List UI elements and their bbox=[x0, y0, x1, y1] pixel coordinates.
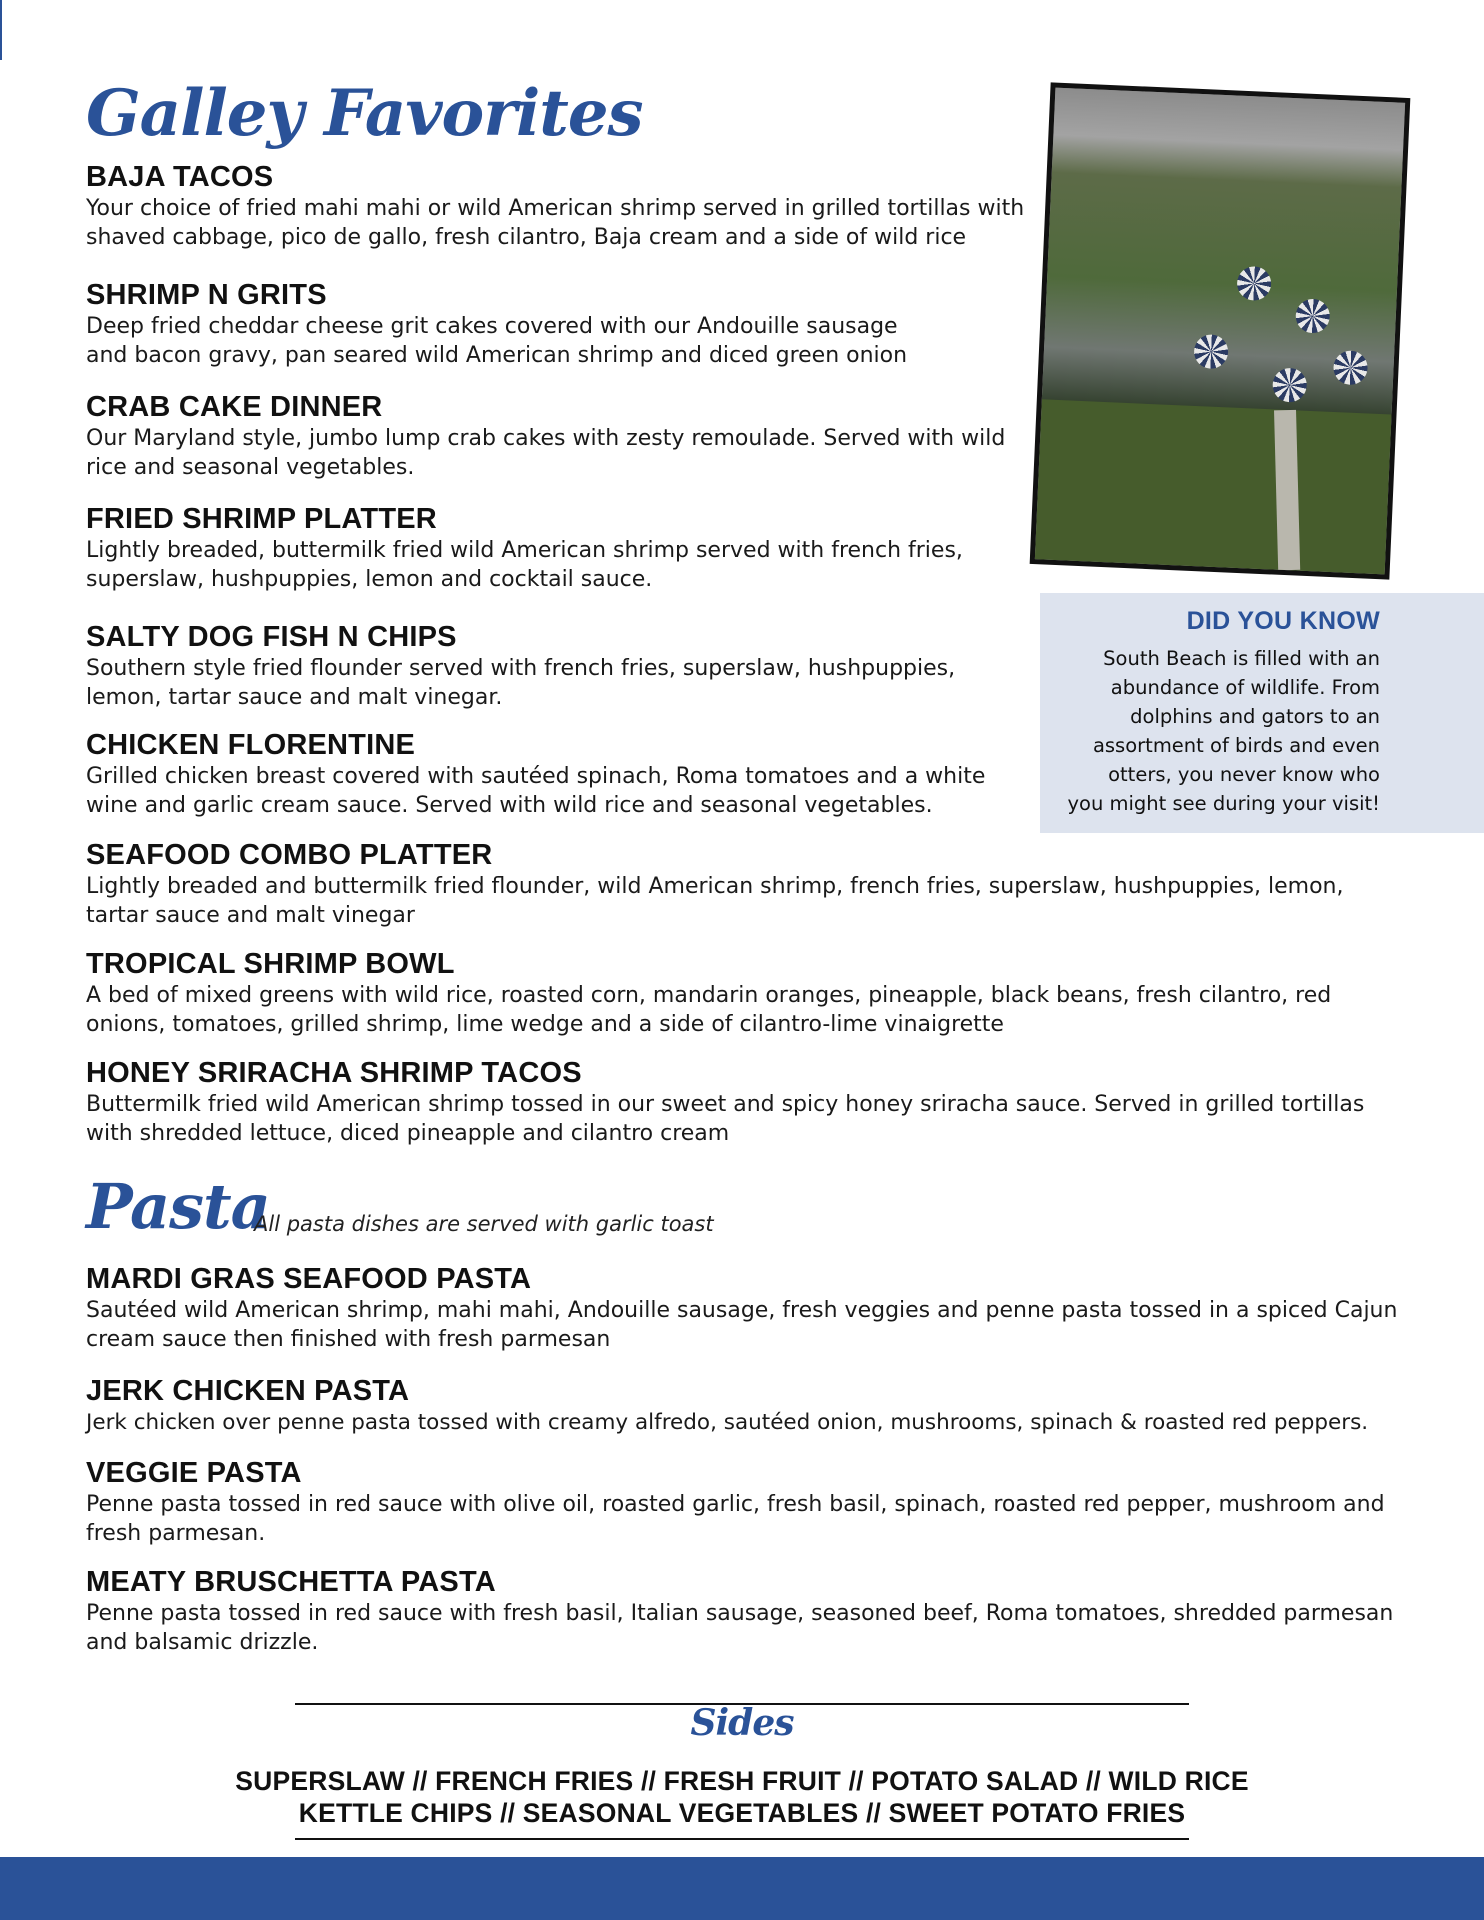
item-name: CHICKEN FLORENTINE bbox=[86, 729, 416, 761]
item-description: A bed of mixed greens with wild rice, roasted corn, mandarin oranges, pineapple, black beans, fresh cilantro, red onions, tomatoes, grilled shrimp, lime wedge and a side of cilantro-lime vinaigrette bbox=[86, 983, 1332, 1037]
menu-item bbox=[86, 947, 1406, 1039]
menu-item bbox=[86, 1262, 1406, 1354]
menu-item bbox=[86, 1374, 1416, 1437]
menu-item bbox=[86, 728, 1006, 820]
pasta-note: All pasta dishes are served with garlic toast bbox=[254, 1212, 714, 1236]
photo-umbrella bbox=[1236, 266, 1271, 301]
item-description: Grilled chicken breast covered with sautéed spinach, Roma tomatoes and a white wine and garlic cream sauce. Served with wild rice and seasonal vegetables. bbox=[86, 764, 986, 818]
item-description: Penne pasta tossed in red sauce with olive oil, roasted garlic, fresh basil, spinach, roasted red pepper, mushroom and fresh parmesan. bbox=[86, 1492, 1385, 1546]
aerial-photo bbox=[1030, 82, 1411, 579]
edge-accent-line bbox=[0, 0, 2, 60]
did-you-know-panel bbox=[1040, 593, 1484, 833]
menu-item bbox=[86, 390, 1026, 482]
photo-umbrella bbox=[1272, 367, 1307, 402]
did-you-know-line: you might see during your visit! bbox=[1067, 792, 1380, 815]
item-name: MEATY BRUSCHETTA PASTA bbox=[86, 1566, 496, 1598]
item-name: TROPICAL SHRIMP BOWL bbox=[86, 948, 455, 980]
menu-item bbox=[86, 1056, 1406, 1148]
sides-list-line: KETTLE CHIPS // SEASONAL VEGETABLES // SWEET POTATO FRIES bbox=[298, 1798, 1186, 1828]
item-description: Our Maryland style, jumbo lump crab cakes with zesty remoulade. Served with wild rice and seasonal vegetables. bbox=[86, 426, 1006, 480]
item-name: HONEY SRIRACHA SHRIMP TACOS bbox=[86, 1057, 582, 1089]
menu-item bbox=[86, 1456, 1406, 1548]
item-description: Jerk chicken over penne pasta tossed with creamy alfredo, sautéed onion, mushrooms, spinach & roasted red peppers. bbox=[86, 1410, 1369, 1435]
item-name: MARDI GRAS SEAFOOD PASTA bbox=[86, 1263, 532, 1295]
menu-item bbox=[86, 838, 1406, 930]
did-you-know-line: dolphins and gators to an bbox=[1130, 705, 1380, 728]
did-you-know-line: otters, you never know who bbox=[1108, 763, 1380, 786]
sides-list-line: SUPERSLAW // FRENCH FRIES // FRESH FRUIT // POTATO SALAD // WILD RICE bbox=[235, 1766, 1249, 1796]
item-description: Deep fried cheddar cheese grit cakes covered with our Andouille sausage and bacon gravy, pan seared wild American shrimp and diced green onion bbox=[86, 314, 908, 368]
footer-bar bbox=[0, 1857, 1484, 1920]
sides-bottom-rule bbox=[295, 1838, 1189, 1840]
sides-title: Sides bbox=[690, 1702, 794, 1744]
photo-water bbox=[1035, 399, 1392, 575]
menu-item bbox=[86, 278, 936, 370]
item-name: SEAFOOD COMBO PLATTER bbox=[86, 839, 493, 871]
item-name: SALTY DOG FISH N CHIPS bbox=[86, 621, 457, 653]
item-description: Sautéed wild American shrimp, mahi mahi, Andouille sausage, fresh veggies and penne pasta tossed in a spiced Cajun cream sauce then finished with fresh parmesan bbox=[86, 1298, 1398, 1352]
photo-umbrella bbox=[1193, 334, 1228, 369]
did-you-know-line: assortment of birds and even bbox=[1092, 734, 1380, 757]
item-name: BAJA TACOS bbox=[86, 161, 274, 193]
menu-item bbox=[86, 620, 986, 712]
item-name: SHRIMP N GRITS bbox=[86, 279, 327, 311]
item-description: Penne pasta tossed in red sauce with fresh basil, Italian sausage, seasoned beef, Roma tomatoes, shredded parmesan and balsamic drizzle. bbox=[86, 1601, 1394, 1655]
item-description: Your choice of fried mahi mahi or wild American shrimp served in grilled tortillas with shaved cabbage, pico de gallo, fresh cilantro, Baja cream and a side of wild rice bbox=[86, 196, 1025, 250]
item-name: CRAB CAKE DINNER bbox=[86, 391, 383, 423]
did-you-know-line: South Beach is filled with an bbox=[1103, 647, 1380, 670]
photo-umbrella bbox=[1295, 298, 1330, 333]
did-you-know-title: DID YOU KNOW bbox=[1186, 607, 1380, 635]
item-description: Buttermilk fried wild American shrimp tossed in our sweet and spicy honey sriracha sauce. Served in grilled tortillas with shredded lettuce, diced pineapple and cilantro cream bbox=[86, 1092, 1365, 1146]
item-name: VEGGIE PASTA bbox=[86, 1457, 302, 1489]
galley-favorites-title: Galley Favorites bbox=[86, 76, 643, 151]
item-description: Lightly breaded and buttermilk fried flounder, wild American shrimp, french fries, superslaw, hushpuppies, lemon, tartar sauce and malt vinegar bbox=[86, 874, 1344, 928]
item-description: Lightly breaded, buttermilk fried wild American shrimp served with french fries, superslaw, hushpuppies, lemon and cocktail sauce. bbox=[86, 538, 963, 592]
photo-umbrella bbox=[1333, 350, 1368, 385]
menu-item bbox=[86, 1565, 1406, 1657]
pasta-title: Pasta bbox=[86, 1170, 270, 1243]
item-name: JERK CHICKEN PASTA bbox=[86, 1375, 410, 1407]
menu-item bbox=[86, 502, 1021, 594]
did-you-know-line: abundance of wildlife. From bbox=[1110, 676, 1380, 699]
item-description: Southern style fried flounder served with french fries, superslaw, hushpuppies, lemon, tartar sauce and malt vinegar. bbox=[86, 656, 956, 710]
menu-item bbox=[86, 160, 1036, 252]
photo-dock bbox=[1274, 409, 1300, 570]
item-name: FRIED SHRIMP PLATTER bbox=[86, 503, 437, 535]
